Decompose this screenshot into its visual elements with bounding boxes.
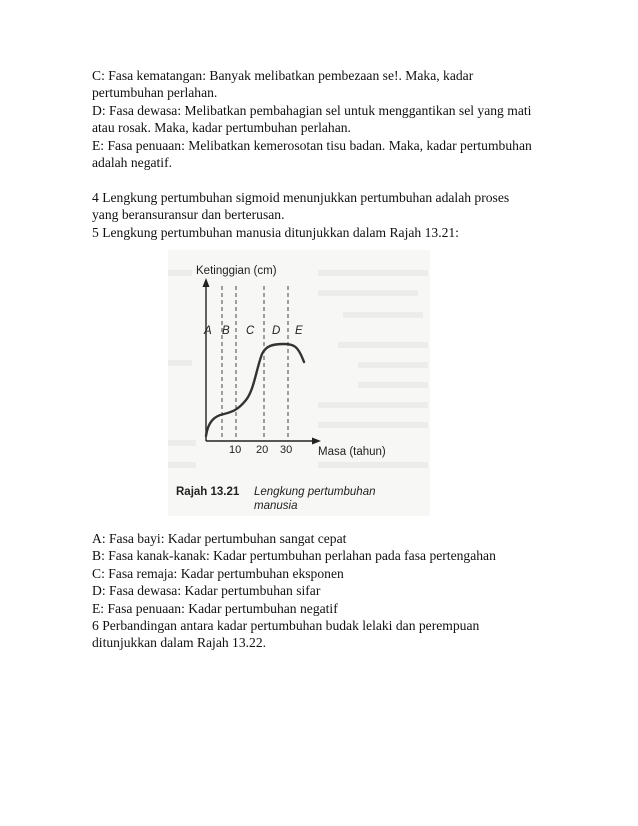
text-line: B: Fasa kanak-kanak: Kadar pertumbuhan perlahan pada fasa pertengahan [92,548,496,564]
growth-curve-line [206,344,304,436]
text-line: E: Fasa penuaan: Melibatkan kemerosotan tisu badan. Maka, kadar pertumbuhan [92,137,532,153]
text-line: ditunjukkan dalam Rajah 13.22. [92,635,267,651]
caption-number: Rajah 13.21 [176,486,240,498]
text-line: yang beransuransur dan berterusan. [92,207,285,223]
x-tick-label: 30 [280,444,293,456]
text-line: C: Fasa remaja: Kadar pertumbuhan eksponen [92,565,344,581]
text-line: E: Fasa penuaan: Kadar pertumbuhan negatif [92,600,338,616]
phase-label: D [272,325,281,337]
scan-bleed-texture [168,270,428,468]
x-tick-label: 10 [229,444,242,456]
x-axis-label: Masa (tahun) [318,446,386,458]
text-line: atau rosak. Maka, kadar pertumbuhan perlahan. [92,120,351,136]
y-axis-arrow-icon [203,278,210,287]
text-line: adalah negatif. [92,155,173,171]
caption-text: Lengkung pertumbuhan [254,486,376,498]
text-block-top [92,67,572,241]
text-block-bottom [92,530,572,652]
text-line: 6 Perbandingan antara kadar pertumbuhan budak lelaki dan perempuan [92,618,480,634]
text-line: C: Fasa kematangan: Banyak melibatkan pembezaan se!. Maka, kadar [92,68,474,83]
phase-label: B [222,325,230,337]
figure-rajah-13-21 [168,250,430,516]
caption-text: manusia [254,500,298,512]
phase-label: A [204,325,212,337]
text-line: 5 Lengkung pertumbuhan manusia ditunjukkan dalam Rajah 13.21: [92,224,459,240]
x-tick-label: 20 [256,444,269,456]
text-line: A: Fasa bayi: Kadar pertumbuhan sangat cepat [92,531,347,546]
x-axis-arrow-icon [312,438,321,445]
text-line: D: Fasa dewasa: Melibatkan pembahagian sel untuk menggantikan sel yang mati [92,102,532,118]
text-line: 4 Lengkung pertumbuhan sigmoid menunjukkan pertumbuhan adalah proses [92,189,510,205]
growth-curve-figure [168,250,430,516]
text-line: D: Fasa dewasa: Kadar pertumbuhan sifar [92,583,321,599]
paragraph-gap [92,171,572,188]
phase-label: C [246,325,255,337]
phase-label: E [295,325,303,337]
text-line: pertumbuhan perlahan. [92,85,218,101]
y-axis-label: Ketinggian (cm) [196,265,277,277]
